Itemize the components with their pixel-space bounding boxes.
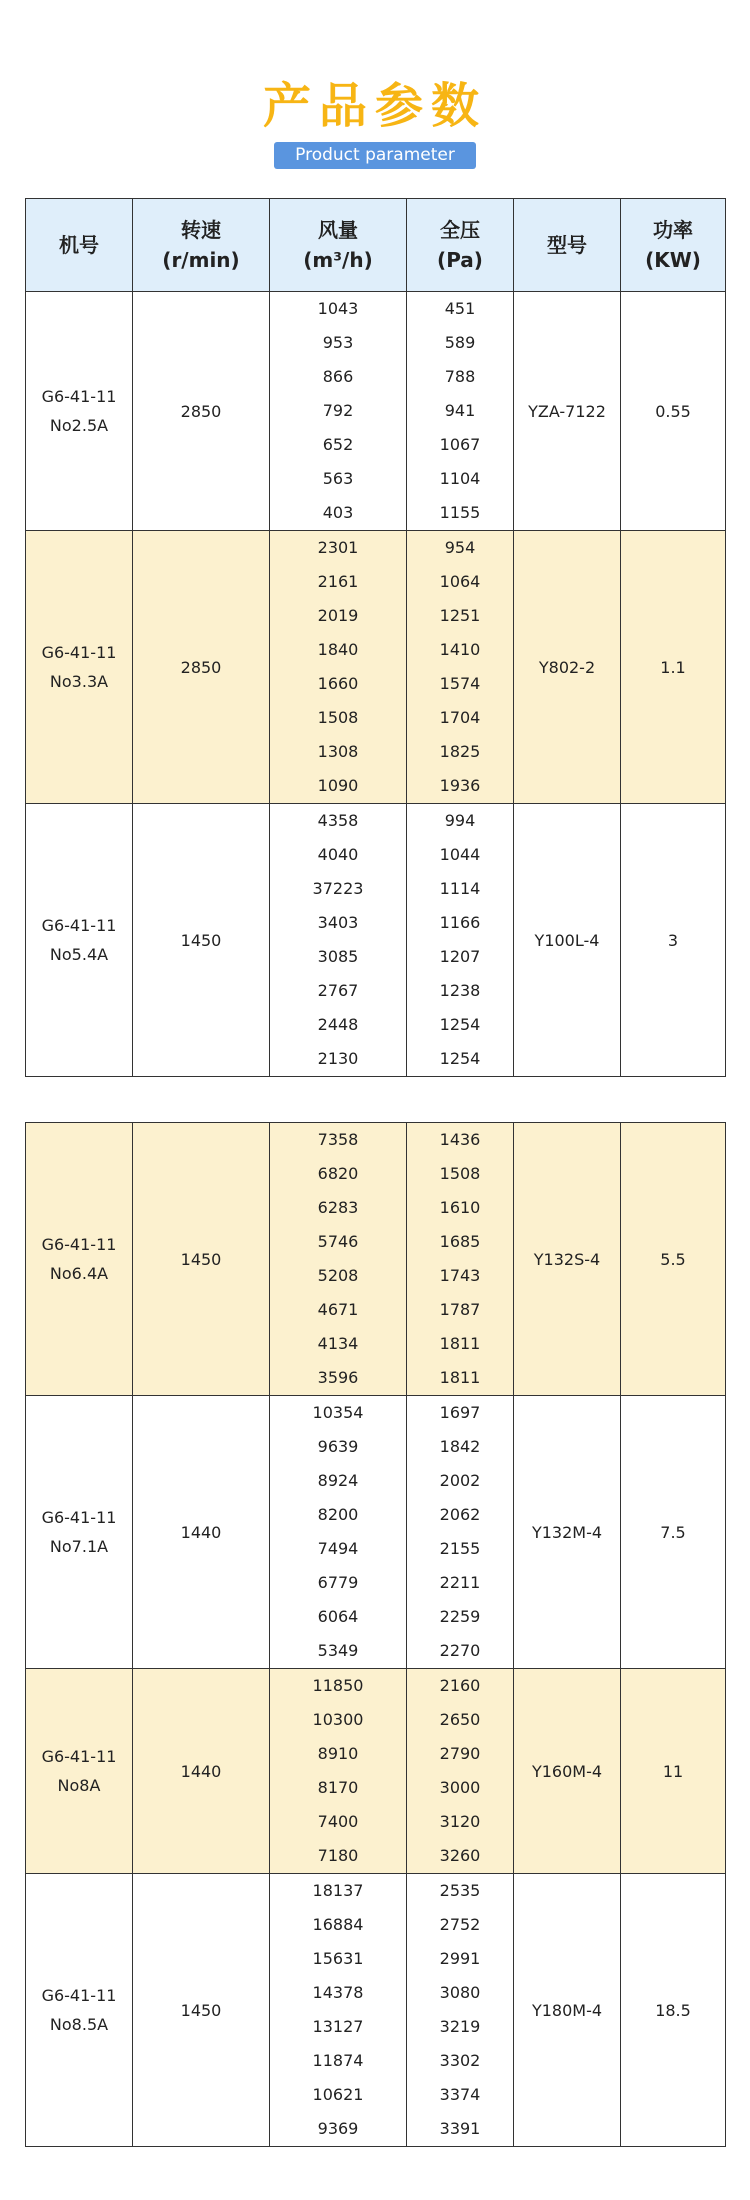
airflow-value: 1508 (317, 708, 359, 727)
cell-airflow (270, 292, 407, 531)
pressure-value: 2650 (439, 1710, 481, 1729)
spec-table-body-2 (26, 1123, 726, 2147)
cell-power (621, 1669, 726, 1874)
motor-model: Y132S-4 (533, 1249, 601, 1269)
airflow-value: 10354 (312, 1403, 364, 1422)
pressure-value: 954 (444, 538, 476, 557)
model-series: G6-41-11 (41, 643, 117, 662)
motor-model: Y100L-4 (534, 930, 600, 950)
airflow-value: 6283 (317, 1198, 359, 1217)
airflow-value: 4358 (317, 811, 359, 830)
pressure-value: 451 (444, 299, 476, 318)
airflow-value: 11850 (312, 1676, 364, 1695)
pressure-value: 1238 (439, 981, 481, 1000)
airflow-value: 6064 (317, 1607, 359, 1626)
cell-motor (514, 531, 621, 804)
pressure-value: 1697 (439, 1403, 481, 1422)
header-power: 功率 (KW) (621, 199, 726, 292)
airflow-value: 8924 (317, 1471, 359, 1490)
cell-model (26, 292, 133, 531)
table-row (26, 1669, 726, 1874)
cell-power (621, 531, 726, 804)
airflow-value: 2301 (317, 538, 359, 557)
pressure-value: 1067 (439, 435, 481, 454)
model-number: No5.4A (49, 945, 109, 964)
pressure-value: 2211 (439, 1573, 481, 1592)
airflow-value: 37223 (312, 879, 364, 898)
power-value: 7.5 (660, 1522, 686, 1542)
model-series: G6-41-11 (41, 1235, 117, 1254)
power-value: 3 (667, 930, 679, 950)
airflow-value: 7358 (317, 1130, 359, 1149)
cell-power (621, 1396, 726, 1669)
model-number: No3.3A (49, 672, 109, 691)
cell-power (621, 1123, 726, 1396)
motor-model: Y180M-4 (531, 2000, 603, 2020)
pressure-value: 2991 (439, 1949, 481, 1968)
airflow-value: 5208 (317, 1266, 359, 1285)
airflow-value: 4040 (317, 845, 359, 864)
table-row (26, 1123, 726, 1396)
airflow-value: 1660 (317, 674, 359, 693)
pressure-value: 1825 (439, 742, 481, 761)
pressure-value: 1166 (439, 913, 481, 932)
cell-motor (514, 292, 621, 531)
power-value: 11 (662, 1761, 684, 1781)
airflow-value: 2448 (317, 1015, 359, 1034)
pressure-value: 1254 (439, 1015, 481, 1034)
cell-pressure (407, 292, 514, 531)
pressure-value: 3260 (439, 1846, 481, 1865)
airflow-value: 6779 (317, 1573, 359, 1592)
airflow-value: 13127 (312, 2017, 364, 2036)
pressure-value: 1155 (439, 503, 481, 522)
airflow-value: 1090 (317, 776, 359, 795)
pressure-value: 1207 (439, 947, 481, 966)
cell-model (26, 1669, 133, 1874)
pressure-value: 3080 (439, 1983, 481, 2002)
pressure-value: 994 (444, 811, 476, 830)
model-series: G6-41-11 (41, 1747, 117, 1766)
cell-motor (514, 1669, 621, 1874)
cell-speed (133, 531, 270, 804)
pressure-value: 589 (444, 333, 476, 352)
airflow-value: 14378 (312, 1983, 364, 2002)
speed-value: 1440 (180, 1761, 222, 1781)
power-value: 0.55 (655, 401, 691, 421)
cell-airflow (270, 1669, 407, 1874)
airflow-value: 953 (322, 333, 354, 352)
pressure-value: 1508 (439, 1164, 481, 1183)
pressure-value: 3120 (439, 1812, 481, 1831)
airflow-value: 8200 (317, 1505, 359, 1524)
power-value: 18.5 (655, 2000, 691, 2020)
airflow-value: 403 (322, 503, 354, 522)
pressure-value: 1685 (439, 1232, 481, 1251)
motor-model: Y802-2 (538, 657, 596, 677)
pressure-value: 1610 (439, 1198, 481, 1217)
cell-model (26, 1874, 133, 2147)
airflow-value: 9639 (317, 1437, 359, 1456)
motor-model: Y132M-4 (531, 1522, 603, 1542)
pressure-value: 3391 (439, 2119, 481, 2138)
model-number: No6.4A (49, 1264, 109, 1283)
pressure-value: 1787 (439, 1300, 481, 1319)
pressure-value: 3374 (439, 2085, 481, 2104)
cell-airflow (270, 804, 407, 1077)
cell-model (26, 531, 133, 804)
airflow-value: 8170 (317, 1778, 359, 1797)
cell-airflow (270, 531, 407, 804)
pressure-value: 1436 (439, 1130, 481, 1149)
table-row (26, 1396, 726, 1669)
power-value: 5.5 (660, 1249, 686, 1269)
cell-model (26, 1123, 133, 1396)
airflow-value: 10300 (312, 1710, 364, 1729)
airflow-value: 1840 (317, 640, 359, 659)
airflow-value: 11874 (312, 2051, 364, 2070)
pressure-value: 1574 (439, 674, 481, 693)
pressure-value: 1064 (439, 572, 481, 591)
cell-airflow (270, 1396, 407, 1669)
spec-table-body-1 (26, 292, 726, 1077)
speed-value: 1450 (180, 1249, 222, 1269)
cell-pressure (407, 531, 514, 804)
airflow-value: 792 (322, 401, 354, 420)
airflow-value: 3403 (317, 913, 359, 932)
cell-speed (133, 1669, 270, 1874)
pressure-value: 941 (444, 401, 476, 420)
cell-pressure (407, 1396, 514, 1669)
airflow-value: 2130 (317, 1049, 359, 1068)
header-motor: 型号 (514, 199, 621, 292)
cell-motor (514, 804, 621, 1077)
pressure-value: 2790 (439, 1744, 481, 1763)
page-header (0, 78, 750, 169)
motor-model: YZA-7122 (528, 401, 606, 421)
pressure-value: 2535 (439, 1881, 481, 1900)
motor-model: Y160M-4 (531, 1761, 603, 1781)
cell-pressure (407, 1874, 514, 2147)
airflow-value: 2161 (317, 572, 359, 591)
pressure-value: 1936 (439, 776, 481, 795)
cell-model (26, 804, 133, 1077)
pressure-value: 1811 (439, 1334, 481, 1353)
airflow-value: 15631 (312, 1949, 364, 1968)
cell-motor (514, 1874, 621, 2147)
airflow-value: 7180 (317, 1846, 359, 1865)
pressure-value: 2062 (439, 1505, 481, 1524)
airflow-value: 866 (322, 367, 354, 386)
airflow-value: 5349 (317, 1641, 359, 1660)
airflow-value: 2767 (317, 981, 359, 1000)
pressure-value: 3219 (439, 2017, 481, 2036)
model-series: G6-41-11 (41, 387, 117, 406)
airflow-value: 8910 (317, 1744, 359, 1763)
pressure-value: 2752 (439, 1915, 481, 1934)
header-airflow: 风量 (m³/h) (270, 199, 407, 292)
model-number: No2.5A (49, 416, 109, 435)
cell-model (26, 1396, 133, 1669)
airflow-value: 18137 (312, 1881, 364, 1900)
model-number: No8A (57, 1776, 101, 1795)
speed-value: 2850 (180, 401, 222, 421)
pressure-value: 2270 (439, 1641, 481, 1660)
header-speed: 转速 (r/min) (133, 199, 270, 292)
airflow-value: 3085 (317, 947, 359, 966)
airflow-value: 4134 (317, 1334, 359, 1353)
speed-value: 2850 (180, 657, 222, 677)
cell-speed (133, 292, 270, 531)
airflow-value: 1308 (317, 742, 359, 761)
airflow-value: 10621 (312, 2085, 364, 2104)
cell-pressure (407, 804, 514, 1077)
pressure-value: 1114 (439, 879, 481, 898)
pressure-value: 1410 (439, 640, 481, 659)
pressure-value: 788 (444, 367, 476, 386)
cell-airflow (270, 1874, 407, 2147)
cell-motor (514, 1123, 621, 1396)
header-model: 机号 (26, 199, 133, 292)
speed-value: 1450 (180, 930, 222, 950)
model-number: No7.1A (49, 1537, 109, 1556)
cell-speed (133, 804, 270, 1077)
pressure-value: 1254 (439, 1049, 481, 1068)
pressure-value: 3302 (439, 2051, 481, 2070)
speed-value: 1450 (180, 2000, 222, 2020)
pressure-value: 1704 (439, 708, 481, 727)
pressure-value: 2155 (439, 1539, 481, 1558)
airflow-value: 7494 (317, 1539, 359, 1558)
cell-power (621, 292, 726, 531)
table-row (26, 1874, 726, 2147)
pressure-value: 1743 (439, 1266, 481, 1285)
airflow-value: 16884 (312, 1915, 364, 1934)
table-row (26, 804, 726, 1077)
cell-motor (514, 1396, 621, 1669)
model-series: G6-41-11 (41, 1986, 117, 2005)
pressure-value: 2160 (439, 1676, 481, 1695)
airflow-value: 4671 (317, 1300, 359, 1319)
airflow-value: 9369 (317, 2119, 359, 2138)
spec-table-part-2 (25, 1122, 726, 2147)
table-row (26, 531, 726, 804)
airflow-value: 7400 (317, 1812, 359, 1831)
cell-power (621, 804, 726, 1077)
cell-power (621, 1874, 726, 2147)
model-series: G6-41-11 (41, 916, 117, 935)
airflow-value: 3596 (317, 1368, 359, 1387)
airflow-value: 6820 (317, 1164, 359, 1183)
cell-pressure (407, 1669, 514, 1874)
table-header-row (26, 199, 726, 292)
cell-speed (133, 1396, 270, 1669)
power-value: 1.1 (660, 657, 686, 677)
airflow-value: 563 (322, 469, 354, 488)
airflow-value: 5746 (317, 1232, 359, 1251)
spec-table-part-1 (25, 198, 726, 1077)
pressure-value: 1104 (439, 469, 481, 488)
cell-pressure (407, 1123, 514, 1396)
speed-value: 1440 (180, 1522, 222, 1542)
airflow-value: 652 (322, 435, 354, 454)
header-pressure: 全压 (Pa) (407, 199, 514, 292)
table-row (26, 292, 726, 531)
pressure-value: 2002 (439, 1471, 481, 1490)
pressure-value: 1044 (439, 845, 481, 864)
pressure-value: 1842 (439, 1437, 481, 1456)
page-subtitle-badge: Product parameter (274, 142, 476, 169)
model-series: G6-41-11 (41, 1508, 117, 1527)
model-number: No8.5A (49, 2015, 109, 2034)
page-title: 产品参数 (262, 78, 487, 134)
pressure-value: 2259 (439, 1607, 481, 1626)
pressure-value: 1251 (439, 606, 481, 625)
cell-speed (133, 1123, 270, 1396)
cell-speed (133, 1874, 270, 2147)
airflow-value: 2019 (317, 606, 359, 625)
airflow-value: 1043 (317, 299, 359, 318)
pressure-value: 3000 (439, 1778, 481, 1797)
cell-airflow (270, 1123, 407, 1396)
pressure-value: 1811 (439, 1368, 481, 1387)
